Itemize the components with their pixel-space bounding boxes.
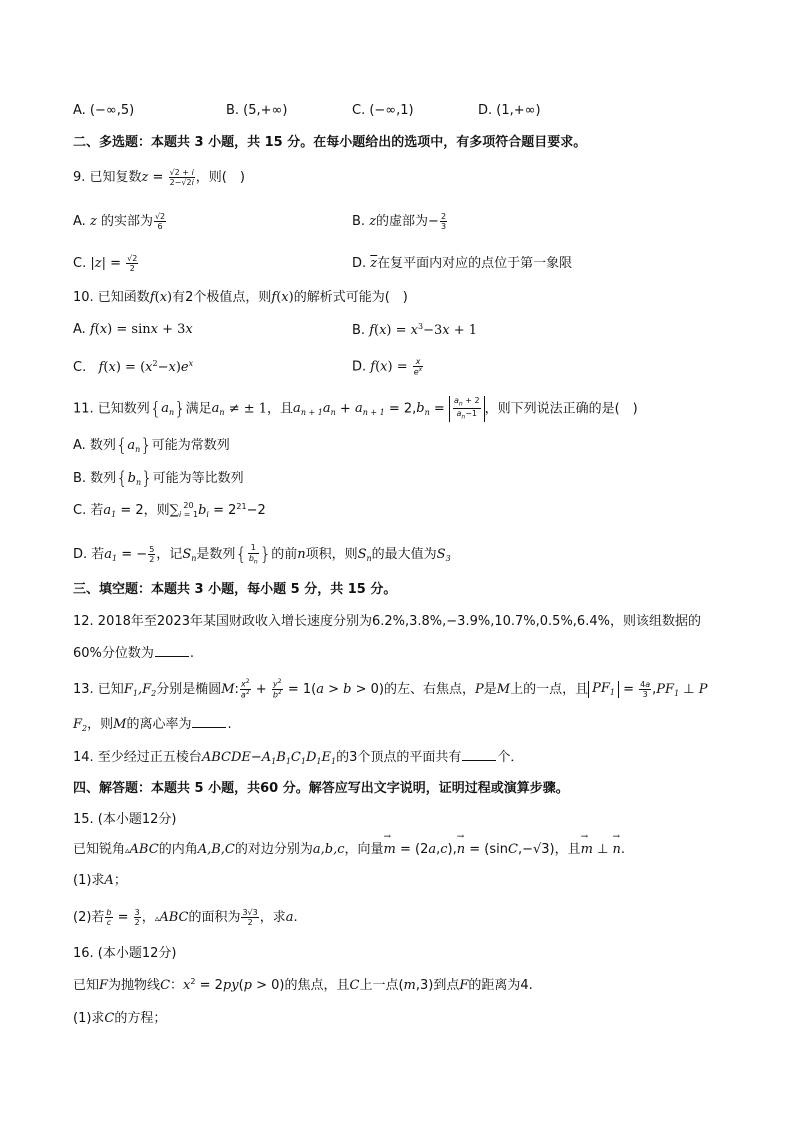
q13-b: 分别是椭圆 <box>156 681 222 697</box>
q9-b-lead: B. <box>352 214 370 230</box>
q11-c-a: C. 若 <box>73 503 104 518</box>
q15-p2-b: ， <box>141 910 155 926</box>
q11-stem-b: 满足 <box>185 401 212 417</box>
q9-b-mid: 的虚部为− <box>376 214 439 230</box>
q12-line2-text: 60%分位数为 <box>73 646 154 661</box>
q11-stem-d: ，则下列说法正确的是( ) <box>484 401 638 417</box>
q15-part1: (1)求A； <box>73 873 127 888</box>
q9-tail: ，则( ) <box>195 170 245 186</box>
q11-d-f: 的最大值为 <box>371 547 437 563</box>
q11-option-a: A. 数列$\{a_n\}$可能为常数列 <box>73 435 230 456</box>
q11-b-b: 可能为等比数列 <box>152 471 244 487</box>
q11-option-d: D. 若$a_1$ = − $\frac{5}{2}$ ，记$S_n$是数列{ $\frac{1}{b_n}$ }的前n项积，则$S_n$的最大值为$S_3$ <box>73 543 451 566</box>
q11-a-a: A. 数列 <box>73 438 116 454</box>
q10-c-lead: C. <box>73 360 91 375</box>
q10-stem-a: 10. 已知函数 <box>73 290 150 305</box>
q15-title: 15. (本小题12分) <box>73 812 177 827</box>
q9-a-lead: A. <box>73 214 90 230</box>
q9-option-a: A. z 的实部为 $\frac{√2}{6}$ <box>73 212 166 232</box>
q11-d-b: ，记 <box>156 547 183 563</box>
q15-p2-d: ，求 <box>259 910 286 926</box>
q15-b: 的内角 <box>158 842 198 857</box>
q10-option-c: C. $f(x) = (x^2-x)e^x$ <box>73 359 194 375</box>
q10-stem-b: 有2个极值点，则 <box>172 290 272 305</box>
q9-option-c: C. |z| = $\frac{√2}{2}$ <box>73 254 138 274</box>
q10-b-lead: B. <box>352 323 370 338</box>
q16-c: 的焦点，且 <box>284 978 350 993</box>
q16-a: 已知 <box>73 978 100 993</box>
section3-header: 三、填空题：本题共 3 小题，每小题 5 分，共 15 分。 <box>73 582 397 597</box>
q15-part2: (2)若 $\frac{b}{c}$ = $\frac{3}{2}$ ，▵ABC的面积为 $\frac{3√3}{2}$ ，求a. <box>73 908 298 928</box>
q8-option-a-text: A. (−∞,5) <box>73 103 135 118</box>
q9-d-lead: D. <box>352 256 371 271</box>
q10-stem-c: 的解析式可能为( ) <box>293 290 408 305</box>
q11-stem: 11. 已知数列$\{a_n\}$满足$a_n$ ≠ ± 1，且$a_{n + 1}a_n + a_{n + 1} = 2,b_n$ = $\frac{a_n + 2}{a_n-1}$ ，则下列说法正确的是( ) <box>73 396 638 422</box>
q15-d: ，向量 <box>344 842 384 857</box>
q16-d: 上一点 <box>359 978 399 993</box>
section4-header: 四、解答题：本题共 5 小题，共60 分。解答应写出文字说明，证明过程或演算步骤。 <box>73 781 569 796</box>
q8-option-d-text: D. (1,+∞) <box>478 103 541 118</box>
q9-option-b: B. z的虚部为− $\frac{2}{3}$ <box>352 212 447 232</box>
q9-option-d: D. $\overline{z}$在复平面内对应的点位于第一象限 <box>352 256 573 271</box>
q8-option-b <box>226 103 287 120</box>
q8-option-c <box>352 103 414 120</box>
q16-title: 16. (本小题12分) <box>73 946 177 961</box>
q11-b-a: B. 数列 <box>73 471 117 487</box>
q11-d-a: D. 若 <box>73 547 105 563</box>
q10-option-b: B. $f(x) = x^3-3x + 1$ <box>352 322 478 338</box>
q13-blank[interactable] <box>192 727 226 728</box>
q12-line2: 60%分位数为 . <box>73 646 195 661</box>
q11-a-b: 可能为常数列 <box>151 438 230 454</box>
q11-option-b: B. 数列$\{b_n\}$可能为等比数列 <box>73 468 244 489</box>
q11-d-e: 项积，则 <box>305 547 358 563</box>
q16-stem: 已知F为抛物线C：$x^2 = 2py(p > 0)$的焦点，且C上一点(m,3)到点F的距离为4. <box>73 977 533 993</box>
q8-option-b-text: B. (5,+∞) <box>226 103 288 118</box>
q13-line1: 13. 已知$F_1,F_2$分别是椭圆M: $\frac{x^2}{a^2}$ + $\frac{y^2}{b^2}$ = 1(a > b > 0)的左、右焦点，P是M上的一点，且 $PF_1$ = $\frac{4a}{3}$ $,PF_1$ ⊥ P <box>73 678 708 700</box>
q9-lead: 9. 已知复数 <box>73 170 142 186</box>
q11-d-d: 的前 <box>271 547 298 563</box>
q15-p2-c: 的面积为 <box>188 910 241 926</box>
q15-e: ，且 <box>554 842 581 857</box>
q16-part1: (1)求C的方程； <box>73 1011 167 1026</box>
q9-a-mid: 的实部为 <box>100 214 153 230</box>
q15-a: 已知锐角 <box>73 842 126 857</box>
q13-c: 的左、右焦点， <box>383 681 475 697</box>
q10-option-a: A. f(x) = sinx + 3x <box>73 322 193 337</box>
q16-f: 的距离为4. <box>468 978 533 993</box>
q16-p1-a: (1)求 <box>73 1011 105 1026</box>
q14-blank[interactable] <box>462 760 496 761</box>
q15-p1: (1)求 <box>73 873 105 888</box>
q13-line2-b: 的离心率为 <box>126 717 192 732</box>
q14-b: 的3个顶点的平面共有 <box>336 750 462 765</box>
q16-b: 为抛物线 <box>108 978 161 993</box>
q15-c: 的对边分别为 <box>234 842 313 857</box>
q10-a-lead: A. <box>73 322 90 337</box>
q13-line2: $F_2$，则M的离心率为 . <box>73 717 232 733</box>
q12-line1: 12. 2018年至2023年某国财政收入增长速度分别为6.2%,3.8%,−3.9%,10.7%,0.5%,6.4%，则该组数据的 <box>73 614 701 629</box>
q13-line2-a: ，则 <box>87 717 114 732</box>
q13-e: 上的一点，且 <box>510 681 589 697</box>
q11-c-b: ，则 <box>143 503 170 518</box>
q10-d-lead: D. <box>352 359 371 375</box>
section2-header: 二、多选题：本题共 3 小题，共 15 分。在每小题给出的选项中，有多项符合题目要求。 <box>73 135 587 150</box>
q13-d: 是 <box>483 681 497 697</box>
q16-p1-b: 的方程； <box>114 1011 167 1026</box>
q16-e: 到点 <box>433 978 460 993</box>
q8-option-d <box>478 103 541 120</box>
q15-p2-a: (2)若 <box>73 910 105 926</box>
q11-stem-c: ，且 <box>267 401 294 417</box>
q9-c-lead: C. <box>73 256 91 272</box>
q10-stem: 10. 已知函数f(x)有2个极值点，则f(x)的解析式可能为( ) <box>73 290 408 305</box>
q9-d-text: 在复平面内对应的点位于第一象限 <box>377 256 573 271</box>
q14: 14. 至少经过正五棱台$ABCDE-A_1B_1C_1D_1E_1$的3个顶点的平面共有 个． <box>73 750 524 766</box>
q15-stem: 已知锐角▵ABC的内角A,B,C的对边分别为a,b,c，向量→ m = (2a,c),→ n = (sinC,−√3)，且→ m ⊥ → n. <box>73 842 625 859</box>
q10-option-d: D. f(x) = $\frac{x}{e^x}$ <box>352 357 423 377</box>
q9-stem: 9. 已知复数z = $\frac{√2 + i}{2-√2i}$ ，则( ) <box>73 168 245 188</box>
q11-d-c: 是数列 <box>196 547 236 563</box>
q11-stem-a: 11. 已知数列 <box>73 401 150 417</box>
q8-option-a <box>73 103 134 120</box>
q13-a: 13. 已知 <box>73 681 124 697</box>
q12-blank[interactable] <box>155 656 189 657</box>
q14-c: 个． <box>497 750 524 765</box>
q8-option-c-text: C. (−∞,1) <box>352 103 414 118</box>
q11-option-c: C. 若$a_1 = 2$，则∑ 20 i = 1 $b_i = 2^{21}-2$ <box>73 501 266 519</box>
q14-a: 14. 至少经过正五棱台 <box>73 750 202 765</box>
